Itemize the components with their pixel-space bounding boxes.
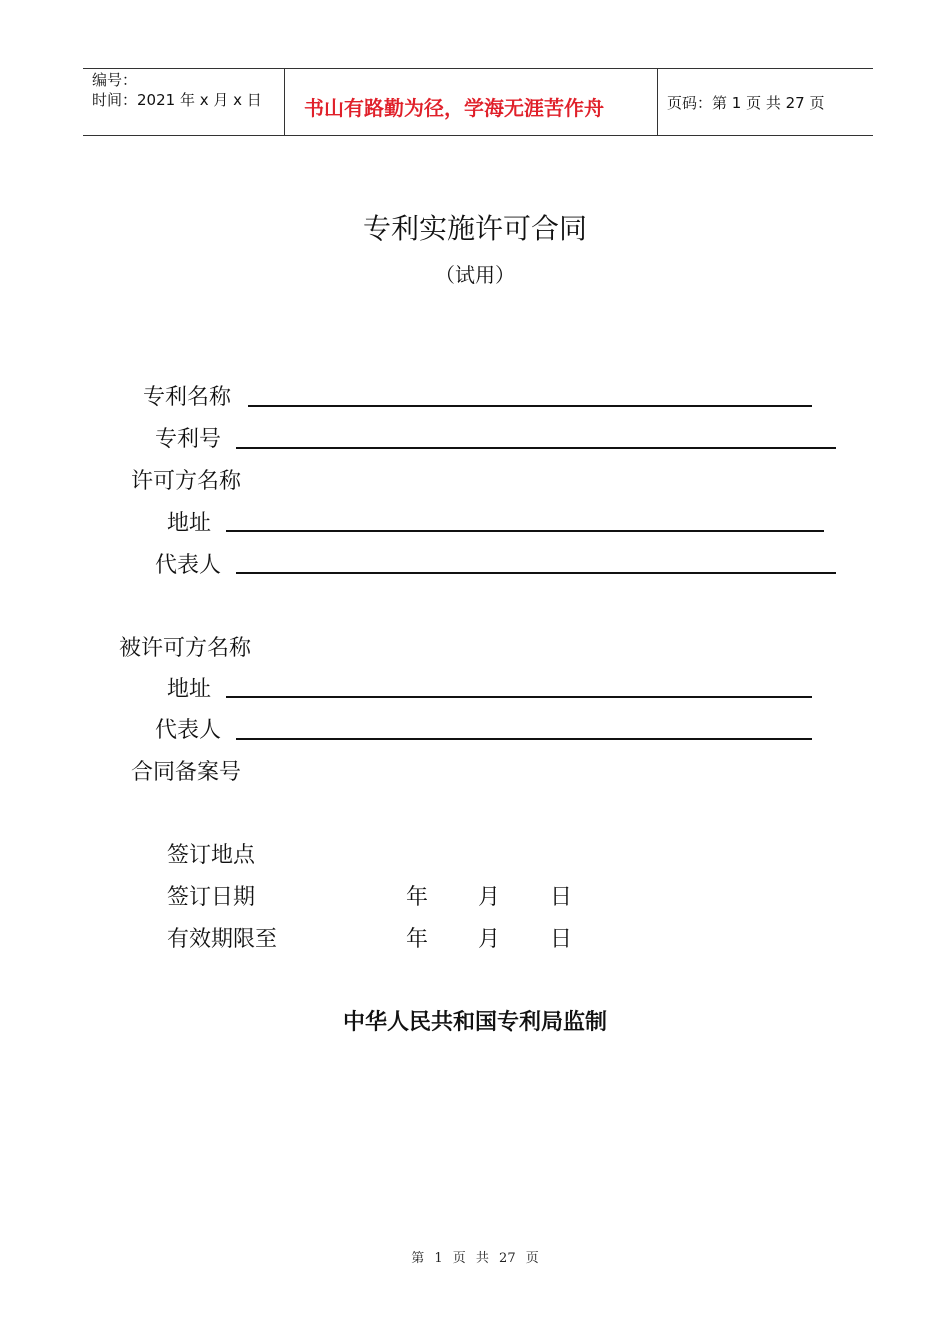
sign-date-label: 签订日期	[167, 885, 256, 910]
document-subtitle: （试用）	[435, 263, 515, 287]
patent-name-field[interactable]	[248, 405, 812, 407]
page-footer: 第 1 页 共 27 页	[411, 1251, 539, 1266]
licensor-name-label: 许可方名称	[131, 469, 242, 494]
time-label: 时间：2021 年 x 月 x 日	[92, 91, 262, 109]
header-page-info: 页码：第 1 页 共 27 页	[667, 94, 825, 112]
licensor-address-label: 地址	[167, 511, 212, 536]
serial-label: 编号：	[92, 71, 138, 89]
issuer-line: 中华人民共和国专利局监制	[342, 1010, 607, 1035]
header-motto: 书山有路勤为径，学海无涯苦作舟	[304, 96, 604, 120]
contract-record-no-label: 合同备案号	[131, 760, 242, 785]
licensor-rep-field[interactable]	[236, 572, 836, 574]
header-divider-right	[657, 68, 658, 136]
valid-until-month: 月	[478, 927, 501, 952]
sign-date-month: 月	[478, 885, 501, 910]
licensee-rep-label: 代表人	[155, 718, 222, 743]
valid-until-label: 有效期限至	[167, 927, 278, 952]
document-title: 专利实施许可合同	[362, 212, 587, 245]
header-top-rule	[83, 68, 873, 69]
sign-date-year: 年	[406, 885, 429, 910]
header-bottom-rule	[83, 135, 873, 136]
patent-no-field[interactable]	[236, 447, 836, 449]
licensee-name-label: 被许可方名称	[119, 636, 252, 661]
patent-no-label: 专利号	[155, 427, 222, 452]
header-divider-left	[284, 68, 285, 136]
sign-date-day: 日	[550, 885, 573, 910]
valid-until-year: 年	[406, 927, 429, 952]
patent-name-label: 专利名称	[143, 385, 232, 410]
sign-place-label: 签订地点	[167, 843, 256, 868]
licensee-address-label: 地址	[167, 677, 212, 702]
licensor-address-field[interactable]	[226, 530, 824, 532]
valid-until-day: 日	[550, 927, 573, 952]
licensee-address-field[interactable]	[226, 696, 812, 698]
licensee-rep-field[interactable]	[236, 738, 812, 740]
licensor-rep-label: 代表人	[155, 553, 222, 578]
